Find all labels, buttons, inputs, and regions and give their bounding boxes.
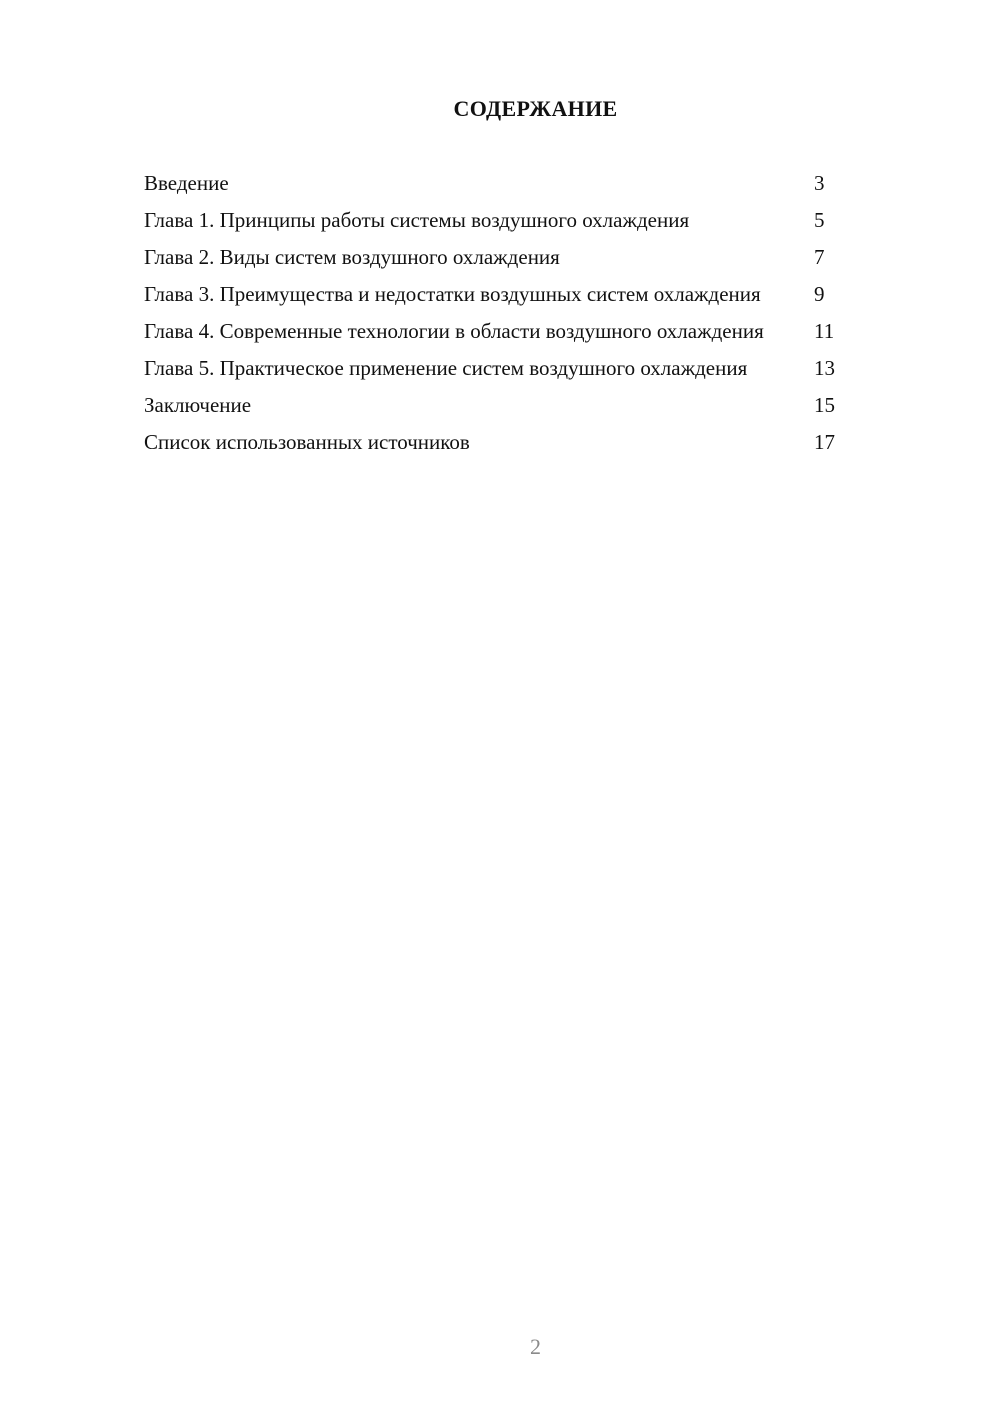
toc-entry-title: Глава 1. Принципы работы системы воздушного охлаждения <box>144 208 690 232</box>
toc-entry-title: Глава 4. Современные технологии в области воздушного охлаждения <box>144 319 764 343</box>
toc-entry-chapter-4[interactable] <box>144 318 918 344</box>
toc-entry-page: 9 <box>814 282 825 306</box>
toc-entry-conclusion[interactable] <box>144 392 918 418</box>
page-number: 2 <box>530 1334 541 1359</box>
toc-entry-page: 7 <box>814 245 825 269</box>
toc-entry-title: Введение <box>144 171 229 195</box>
toc-entry-introduction[interactable] <box>144 170 918 196</box>
toc-entry-page: 17 <box>814 430 835 454</box>
toc-entry-page: 3 <box>814 171 825 195</box>
toc-entry-page: 15 <box>814 393 835 417</box>
toc-entry-page: 11 <box>814 319 835 343</box>
toc-entry-title: Глава 5. Практическое применение систем воздушного охлаждения <box>144 356 748 380</box>
toc-entry-references[interactable] <box>144 429 918 455</box>
toc-entry-title: Заключение <box>144 393 252 417</box>
toc-heading: СОДЕРЖАНИЕ <box>453 96 618 121</box>
toc-entry-chapter-1[interactable] <box>144 207 918 233</box>
toc-entry-chapter-3[interactable] <box>144 281 918 307</box>
table-of-contents <box>144 170 918 466</box>
toc-entry-title: Список использованных источников <box>144 430 470 454</box>
toc-entry-title: Глава 3. Преимущества и недостатки воздушных систем охлаждения <box>144 282 761 306</box>
toc-entry-page: 5 <box>814 208 825 232</box>
toc-entry-title: Глава 2. Виды систем воздушного охлаждения <box>144 245 560 269</box>
toc-entry-chapter-2[interactable] <box>144 244 918 270</box>
toc-entry-chapter-5[interactable] <box>144 355 918 381</box>
toc-entry-page: 13 <box>814 356 835 380</box>
